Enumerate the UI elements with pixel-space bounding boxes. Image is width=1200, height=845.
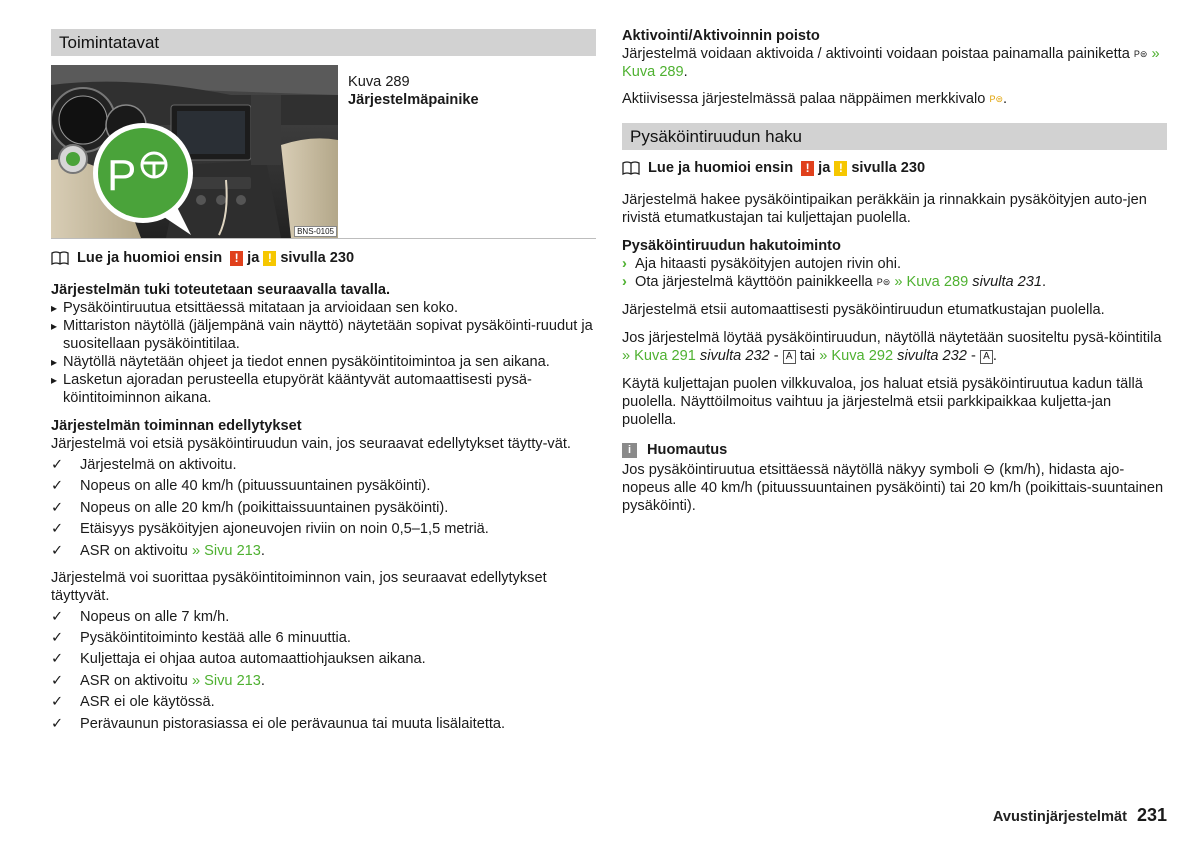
- prereq-list: [51, 456, 596, 560]
- found-text: Jos järjestelmä löytää pysäköintiruudun, näytöllä näytetään suositeltu pysä-köintitila » Kuva 291 sivulta 232 - A tai » Kuva 292 sivulta 232 - A .: [622, 330, 1162, 365]
- figure-label-a-icon: A: [980, 350, 993, 364]
- link-kuva-289[interactable]: » Kuva 289: [894, 274, 969, 291]
- read-note-prefix: Lue ja huomioi ensin: [648, 160, 794, 177]
- item-text: Nopeus on alle 7 km/h.: [80, 608, 230, 625]
- item-text: Perävaunun pistorasiassa ei ole perävaunua tai muuta lisälaitetta.: [80, 715, 506, 732]
- list-item: ▸ Näytöllä näytetään ohjeet ja tiedot ennen pysäköintitoimintoa ja sen aikana.: [51, 353, 596, 371]
- list-item: [51, 672, 596, 690]
- prereq-intro: Järjestelmä voi etsiä pysäköintiruudun vain, jos seuraavat edellytykset täytty-vät.: [51, 436, 571, 452]
- checkmark-icon: ✓: [51, 499, 64, 516]
- list-item: [51, 650, 596, 668]
- section-title-text: Toimintatavat: [59, 33, 160, 52]
- section-title-text: Pysäköintiruudun haku: [630, 127, 803, 147]
- link-kuva-292[interactable]: » Kuva 292: [819, 348, 894, 365]
- book-icon: [622, 161, 640, 175]
- list-item: [51, 715, 596, 733]
- prereq-heading: Järjestelmän toiminnan edellytykset: [51, 418, 302, 434]
- warning-yellow-icon: !: [263, 251, 276, 266]
- book-icon: [51, 251, 69, 265]
- item-text: Nopeus on alle 20 km/h (poikittaissuuntainen pysäköinti).: [80, 499, 449, 516]
- note-heading: [622, 441, 1167, 459]
- list-item: ▸ Mittariston näytöllä (jäljempänä vain näyttö) näytetään sopivat pysäköinti-ruudut ja suositellaan pysäköintitilaa.: [51, 317, 596, 353]
- park-button-icon: P⊜: [876, 277, 891, 288]
- section-title-toimintatavat: [51, 29, 596, 56]
- right-column: [622, 0, 1167, 515]
- dashboard-illustration: [51, 65, 338, 238]
- search-side-text: Järjestelmä etsii automaattisesti pysäköintiruudun etumatkustajan puolella.: [622, 302, 1105, 319]
- note-body: (km/h), hidasta ajo-nopeus alle 40 km/h (pituussuuntainen pysäköinti) tai 20 km/h (poikittais-suuntainen pysäköinti).: [622, 462, 1164, 515]
- page-number: 231: [1136, 805, 1167, 825]
- list-item: [51, 629, 596, 647]
- active-indicator-text: Aktiivisessa järjestelmässä palaa näppäimen merkkivalo P⊜.: [622, 91, 1008, 108]
- list-item: [51, 693, 596, 711]
- checkmark-icon: ✓: [51, 629, 64, 646]
- info-icon: i: [622, 443, 637, 458]
- read-note-and: ja: [818, 160, 831, 177]
- warning-yellow-icon: !: [834, 161, 847, 176]
- perform-list: [51, 608, 596, 733]
- item-text: ASR on aktivoitu: [80, 542, 188, 559]
- item-end: .: [260, 672, 265, 689]
- read-first-note: [622, 159, 1167, 177]
- link-kuva-291[interactable]: » Kuva 291: [622, 348, 696, 365]
- slow-down-symbol-icon: ⊖: [982, 462, 996, 479]
- read-note-prefix: Lue ja huomioi ensin: [77, 250, 223, 266]
- step-2: › Ota järjestelmä käyttöön painikkeella P⊜ » Kuva 289 sivulta 231.: [622, 274, 1047, 291]
- activation-text: Järjestelmä voidaan aktivoida / aktivointi voidaan poistaa painamalla painiketta P⊜ » Kuva 289.: [622, 46, 1160, 81]
- link-sivu-213[interactable]: » Sivu 213: [191, 672, 261, 689]
- checkmark-icon: ✓: [51, 457, 64, 473]
- note-body: Jos pysäköintiruutua etsittäessä näytöllä näkyy symboli: [622, 462, 979, 479]
- step-1: [622, 255, 1167, 273]
- checkmark-icon: ✓: [51, 672, 64, 689]
- item-text: Etäisyys pysäköityjen ajoneuvojen riviin on noin 0,5–1,5 metriä.: [80, 521, 489, 538]
- list-item: ▸ Pysäköintiruutua etsittäessä mitataan ja arvioidaan sen koko.: [51, 299, 596, 317]
- figure-caption: [348, 73, 479, 238]
- page-ref: sivulta 232: [897, 348, 967, 365]
- list-item: [51, 520, 596, 538]
- chapter-title: Avustinjärjestelmät: [992, 809, 1127, 825]
- support-list: [51, 299, 596, 407]
- perform-intro: Järjestelmä voi suorittaa pysäköintitoiminnon vain, jos seuraavat edellytykset täyttyvät.: [51, 569, 547, 604]
- read-note-suffix: sivulla 230: [280, 250, 355, 266]
- figure-289: [51, 65, 596, 238]
- item-text: ASR ei ole käytössä.: [80, 694, 215, 711]
- support-heading: Järjestelmän tuki toteutetaan seuraavalla tavalla.: [51, 282, 391, 298]
- checkmark-icon: ✓: [51, 694, 64, 711]
- link-kuva-289[interactable]: » Kuva 289: [622, 46, 1160, 81]
- item-text: Järjestelmä on aktivoitu.: [80, 457, 237, 473]
- list-item: [51, 542, 596, 560]
- item-text: Nopeus on alle 40 km/h (pituussuuntainen pysäköinti).: [80, 478, 431, 495]
- step-arrow-icon: ›: [622, 256, 627, 273]
- list-item: ▸ Lasketun ajoradan perusteella etupyörät kääntyvät automaattisesti pysä-köintitoiminnon aikana.: [51, 371, 596, 407]
- checkmark-icon: ✓: [51, 542, 64, 559]
- list-item: [51, 608, 596, 626]
- or-text: tai: [799, 348, 816, 365]
- page-footer: [993, 806, 1167, 826]
- step-text: Ota järjestelmä käyttöön painikkeella: [635, 274, 873, 291]
- note-title: Huomautus: [647, 442, 728, 459]
- page-ref: sivulta 231: [972, 274, 1043, 291]
- item-text: ASR on aktivoitu: [80, 672, 188, 689]
- read-note-and: ja: [247, 250, 260, 266]
- list-item: [51, 456, 596, 474]
- button-p-glyph: P: [107, 151, 137, 200]
- mode-heading: Pysäköintiruudun hakutoiminto: [622, 238, 841, 255]
- step-arrow-icon: ›: [622, 274, 627, 291]
- figure-number: Kuva 289: [348, 74, 410, 90]
- left-column: [51, 0, 596, 736]
- list-item: [51, 499, 596, 517]
- driver-side-text: Käytä kuljettajan puolen vilkkuvaloa, jos haluat etsiä pysäköintiruutua kadun tällä puolella. Näyttöilmoitus vaihtuu ja järjestelmä etsii parkkipaikkaa kuljetta-jan puolella.: [622, 376, 1143, 429]
- checkmark-icon: ✓: [51, 715, 64, 732]
- indicator-light-icon: P⊜: [989, 94, 1003, 105]
- item-end: .: [260, 542, 265, 559]
- page-ref: sivulta 232: [699, 348, 770, 365]
- list-item: [51, 477, 596, 495]
- activation-body: Järjestelmä voidaan aktivoida / aktivointi voidaan poistaa painamalla painiketta: [622, 46, 1130, 62]
- item-text: Pysäköintitoiminto kestää alle 6 minuuttia.: [80, 629, 351, 646]
- checkmark-icon: ✓: [51, 478, 64, 495]
- note-text: [622, 461, 1167, 515]
- dash: -: [970, 348, 976, 365]
- found-body: Jos järjestelmä löytää pysäköintiruudun, näytöllä näytetään suositeltu pysä-köintitila: [622, 330, 1162, 347]
- link-sivu-213[interactable]: » Sivu 213: [191, 542, 261, 559]
- read-note-suffix: sivulla 230: [851, 160, 926, 177]
- figure-code: BNS-0105: [294, 226, 337, 237]
- active-text: Aktiivisessa järjestelmässä palaa näppäimen merkkivalo: [622, 91, 986, 108]
- warning-red-icon: !: [230, 251, 243, 266]
- checkmark-icon: ✓: [51, 608, 64, 625]
- section-title-haku: [622, 123, 1167, 150]
- figure-label-a-icon: A: [783, 350, 796, 364]
- search-text: Järjestelmä hakee pysäköintipaikan peräkkäin ja rinnakkain pysäköityjen auto-jen rivistä etumatkustajan tai kuljettajan puolella.: [622, 192, 1147, 227]
- checkmark-icon: ✓: [51, 651, 64, 668]
- figure-image: [51, 65, 338, 238]
- figure-title: Järjestelmäpainike: [348, 92, 479, 108]
- step-text: Aja hitaasti pysäköityjen autojen rivin ohi.: [635, 256, 902, 273]
- dash: -: [773, 348, 779, 365]
- warning-red-icon: !: [801, 161, 814, 176]
- park-button-icon: P⊜: [1133, 49, 1148, 60]
- figure-rule: [51, 238, 596, 239]
- read-first-note: [51, 249, 596, 267]
- item-text: Kuljettaja ei ohjaa autoa automaattiohjauksen aikana.: [80, 651, 426, 668]
- checkmark-icon: ✓: [51, 521, 64, 538]
- activation-heading: Aktivointi/Aktivoinnin poisto: [622, 28, 820, 44]
